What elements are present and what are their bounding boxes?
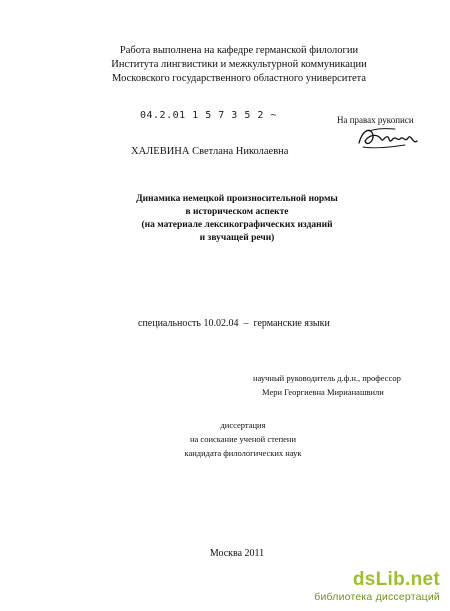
supervisor-role: научный руководитель д.ф.н., профессор — [253, 373, 401, 383]
dissertation-title — [0, 193, 450, 245]
supervisor-name: Мери Георгиевна Мирианашвили — [262, 387, 384, 397]
handwritten-signature — [355, 123, 421, 153]
dissertation-degree-block — [0, 418, 450, 460]
supervisor-block — [253, 371, 401, 399]
inventory-number: 04.2.01 1 5 7 3 5 2 ~ — [140, 110, 277, 121]
watermark-logo: dsLib.net — [352, 569, 440, 590]
degree-line-1: диссертация — [220, 420, 266, 430]
institution-header — [0, 44, 450, 86]
title-line-2: в историческом аспекте — [185, 207, 289, 217]
degree-line-2: на соискание ученой степени — [189, 434, 296, 444]
dslib-watermark[interactable] — [310, 569, 440, 605]
place-year — [0, 548, 450, 559]
place-year-text: Москва 2011 — [209, 548, 265, 559]
degree-line-3: кандидата филологических наук — [184, 448, 302, 458]
watermark-subtitle: библиотека диссертаций — [314, 591, 440, 603]
title-line-4: и звучащей речи) — [199, 233, 275, 243]
rights-note: На правах рукописи — [337, 115, 414, 125]
header-line-1: Работа выполнена на кафедре германской филологии — [119, 45, 359, 56]
header-line-2: Института лингвистики и межкультурной коммуникации — [111, 59, 367, 70]
header-line-3: Московского государственного областного университета — [112, 73, 366, 84]
specialty-line: специальность 10.02.04 – германские языки — [138, 318, 330, 329]
title-line-1: Динамика немецкой произносительной нормы — [136, 194, 338, 204]
title-line-3: (на материале лексикографических изданий — [141, 220, 333, 230]
author-name: ХАЛЕВИНА Светлана Николаевна — [131, 146, 289, 157]
